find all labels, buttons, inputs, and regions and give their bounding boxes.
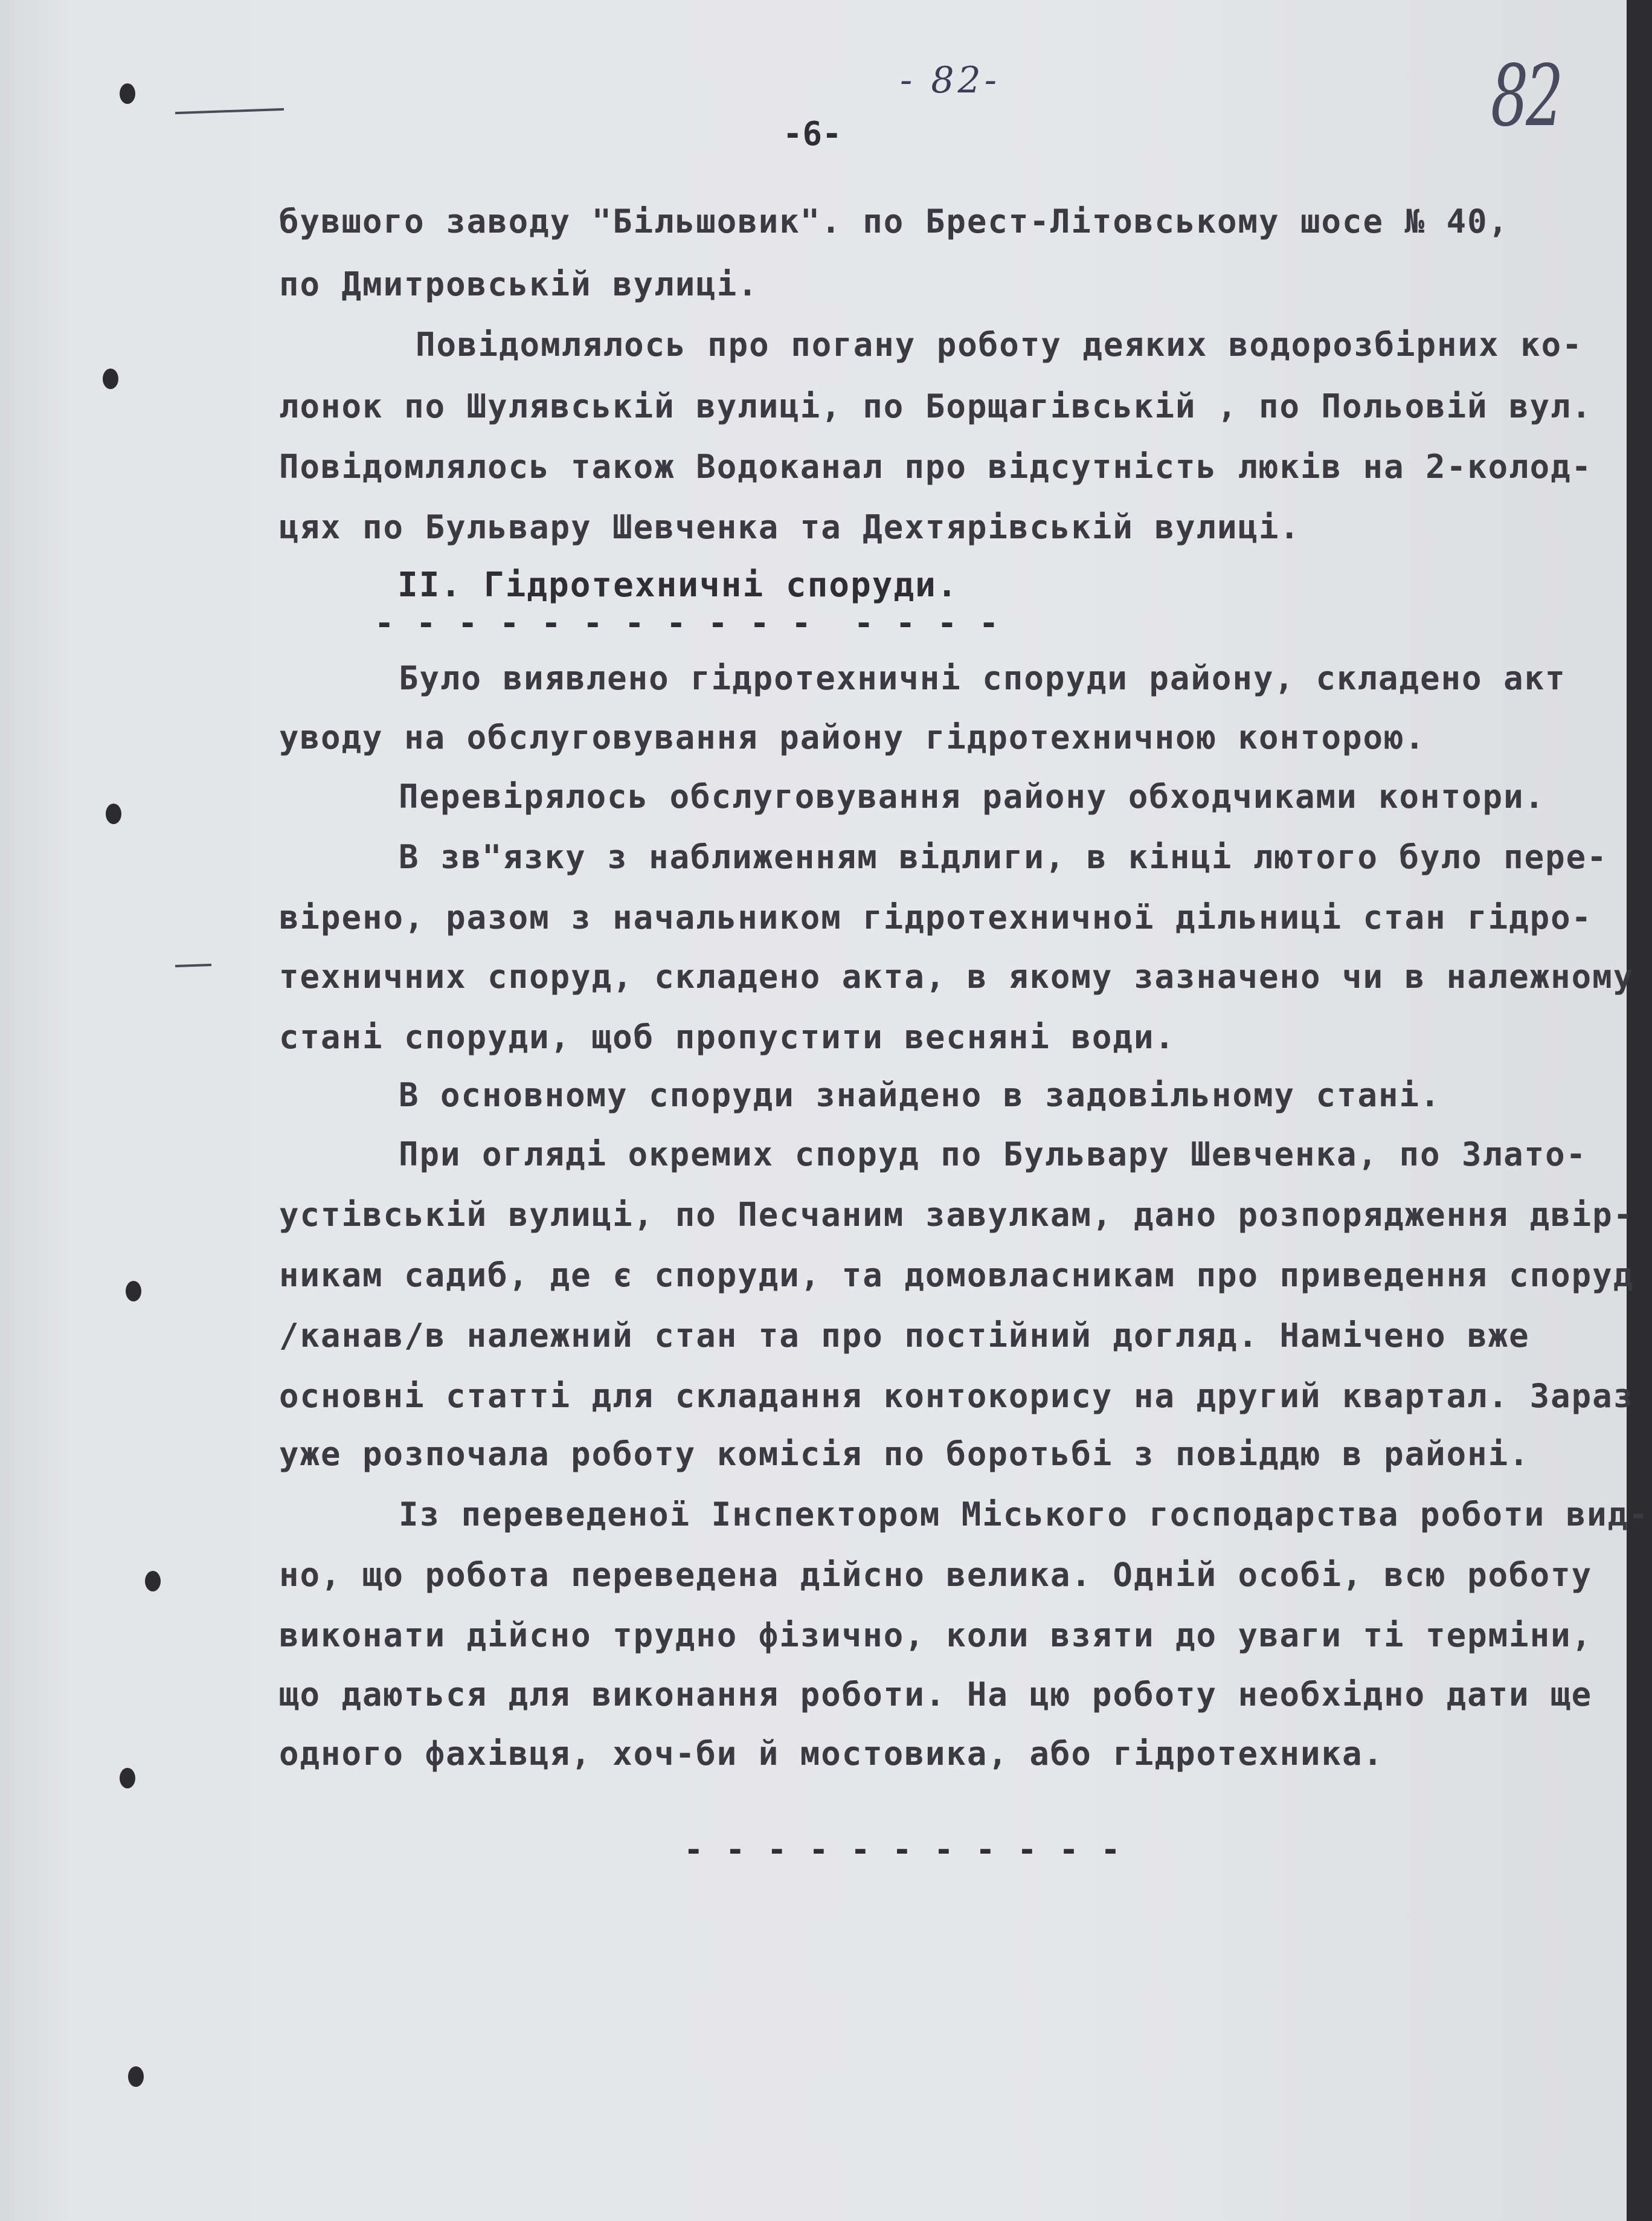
text-line: лонок по Шулявській вулиці, по Борщагівській , по Польовій вул.	[279, 387, 1593, 425]
text-line: уводу на обслуговування району гідротехничною конторою.	[279, 718, 1426, 756]
text-line: Повідомлялось про погану роботу деяких водорозбірних ко-	[416, 326, 1583, 364]
punch-hole	[145, 1571, 161, 1591]
heading-underline: - - - - - - - - - - - - - - -	[374, 604, 1000, 642]
archive-number-handwritten: 82	[1491, 47, 1561, 146]
text-line: що даються для виконання роботи. На цю роботу необхідно дати ще	[279, 1675, 1593, 1713]
text-line: никам садиб, де є споруди, та домовласникам про приведення споруд	[279, 1256, 1634, 1294]
pencil-mark	[175, 964, 211, 967]
closing-dashes: - - - - - - - - - - -	[684, 1831, 1122, 1869]
text-line: но, що робота переведена дійсно велика. Одній особі, всю роботу	[279, 1556, 1593, 1594]
text-line: основні статті для складання контокорису на другий квартал. Зараз	[279, 1377, 1634, 1415]
text-line: цях по Бульвару Шевченка та Дехтярівській вулиці.	[279, 508, 1301, 546]
text-line: виконати дійсно трудно фізично, коли взяти до уваги ті терміни,	[279, 1616, 1593, 1654]
pencil-mark	[175, 108, 284, 114]
text-line: вірено, разом з начальником гідротехничної дільниці стан гідро-	[279, 898, 1593, 936]
text-line: Перевірялось обслуговування району обходчиками контори.	[399, 778, 1546, 816]
text-line: В зв"язку з наближенням відлиги, в кінці лютого було пере-	[399, 838, 1608, 876]
page-number: -6-	[783, 115, 842, 153]
text-line: одного фахівця, хоч-би й мостовика, або гідротехника.	[279, 1735, 1384, 1773]
text-line: устівській вулиці, по Песчаним завулкам, дано розпорядження двір-	[279, 1196, 1634, 1234]
text-line: В основному споруди знайдено в задовільному стані.	[399, 1076, 1441, 1114]
text-line: Повідомлялось також Водоканал про відсутність люків на 2-колод-	[279, 448, 1593, 486]
punch-hole	[120, 1768, 135, 1788]
text-line: по Дмитровській вулиці.	[279, 265, 759, 303]
text-line: стані споруди, щоб пропустити весняні води.	[279, 1018, 1175, 1056]
punch-hole	[126, 1281, 141, 1301]
section-heading: II. Гідротехничні споруди.	[397, 566, 959, 605]
scan-edge	[1627, 0, 1652, 2221]
text-line: уже розпочала роботу комісія по боротьбі з повіддю в районі.	[279, 1435, 1530, 1473]
archive-number: - 82-	[900, 59, 1000, 102]
text-line: Було виявлено гідротехничні споруди району, складено акт	[399, 659, 1566, 697]
text-line: При огляді окремих споруд по Бульвару Шевченка, по Злато-	[399, 1135, 1587, 1173]
punch-hole	[106, 804, 121, 824]
text-line: Із переведеної Інспектором Міського господарства роботи вид-	[399, 1495, 1650, 1533]
text-line: техничних споруд, складено акта, в якому зазначено чи в належному	[279, 958, 1634, 996]
punch-hole	[128, 2066, 144, 2087]
punch-hole	[103, 369, 118, 389]
text-line: бувшого заводу "Більшовик". по Брест-Літовському шосе № 40,	[279, 202, 1509, 240]
punch-hole	[120, 83, 135, 104]
text-line: /канав/в належний стан та про постійний догляд. Намічено вже	[279, 1317, 1530, 1355]
